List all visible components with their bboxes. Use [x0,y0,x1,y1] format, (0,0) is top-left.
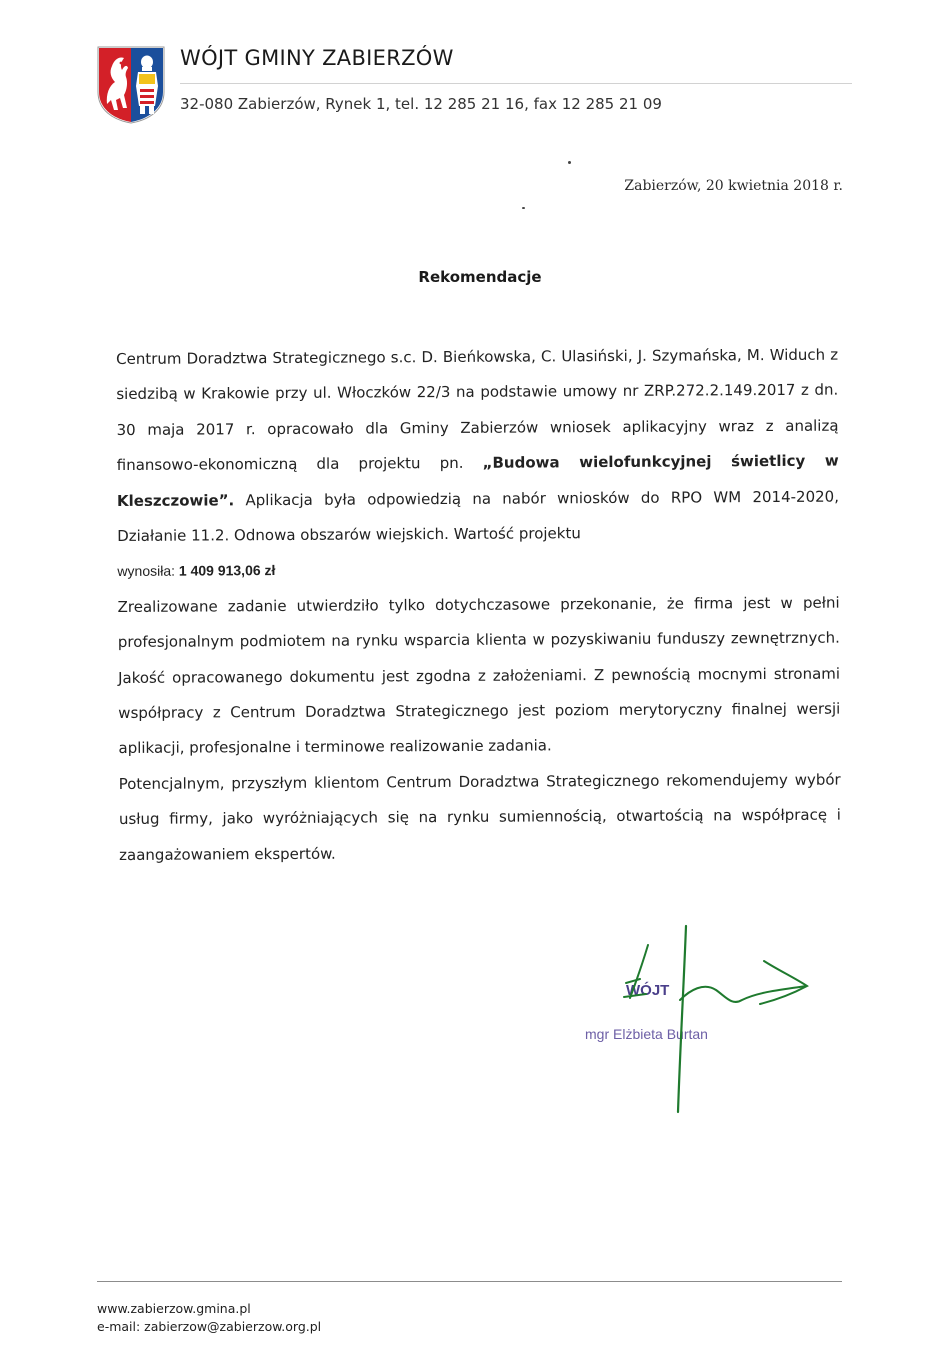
coat-of-arms-icon [97,46,165,124]
project-value-line [117,550,839,590]
footer-email: e-mail: zabierzow@zabierzow.org.pl [97,1319,322,1334]
project-value-amount: 1 409 913,06 zł [178,562,276,580]
paragraph-3: Potencjalnym, przyszłym klientom Centrum Doradztwa Strategicznego rekomendujemy wybór usług firmy, jako wyróżniających się na rynku sumiennością, otwartością na współpracę i zaangażowaniem ekspertów. [118,770,841,864]
seal-title: WÓJT [626,982,670,999]
paper-speck [522,207,525,209]
organization-address: 32-080 Zabierzów, Rynek 1, tel. 12 285 21 16, fax 12 285 21 09 [180,95,662,113]
organization-name: WÓJT GMINY ZABIERZÓW [180,46,454,70]
seal-signatory-name: mgr Elżbieta Burtan [585,1026,708,1042]
project-value-label: wynosiła: [117,563,179,580]
paragraph-1 [116,338,839,555]
document-title: Rekomendacje [418,268,542,286]
paragraph-2: Zrealizowane zadanie utwierdziło tylko dotychczasowe przekonanie, że firma jest w pełni profesjonalnym podmiotem na rynku wsparcia klienta w pozyskiwaniu funduszy zewnętrznych. Jakość opracowanego dokumentu jest zgodna z założeniami. Z pewnością mocnymi stronami współpracy z Centrum Doradztwa Strategicznego jest poziom merytoryczny finalnej wersji aplikacji, profesjonalne i terminowe realizowanie zadania. [117,593,841,758]
letter-body [116,338,841,873]
paragraph-1-continuation: Aplikacja była odpowiedzią na nabór wniosków do RPO WM 2014-2020, Działanie 11.2. Odnowa obszarów wiejskich. Wartość projektu [117,487,840,546]
project-name: „Budowa wielofunkcyjnej świetlicy w Kleszczowie”. [116,451,839,510]
footer-divider [97,1281,842,1282]
letter-date: Zabierzów, 20 kwietnia 2018 r. [624,178,843,194]
footer-website: www.zabierzow.gmina.pl [97,1301,251,1316]
header-divider [180,83,852,84]
handwritten-signature-icon [600,920,815,1120]
paper-speck [568,161,571,164]
paragraph-1-text: Centrum Doradztwa Strategicznego s.c. D. Bieńkowska, C. Ulasiński, J. Szymańska, M. Widuch z siedzibą w Krakowie przy ul. Włoczków 22/3 na podstawie umowy nr ZRP.272.2.149.2017 z dn. 30 maja 2017 r. opracowało dla Gminy Zabierzów wniosek aplikacyjny wraz z analizą finansowo-ekonomiczną dla projektu pn. [116,345,839,475]
